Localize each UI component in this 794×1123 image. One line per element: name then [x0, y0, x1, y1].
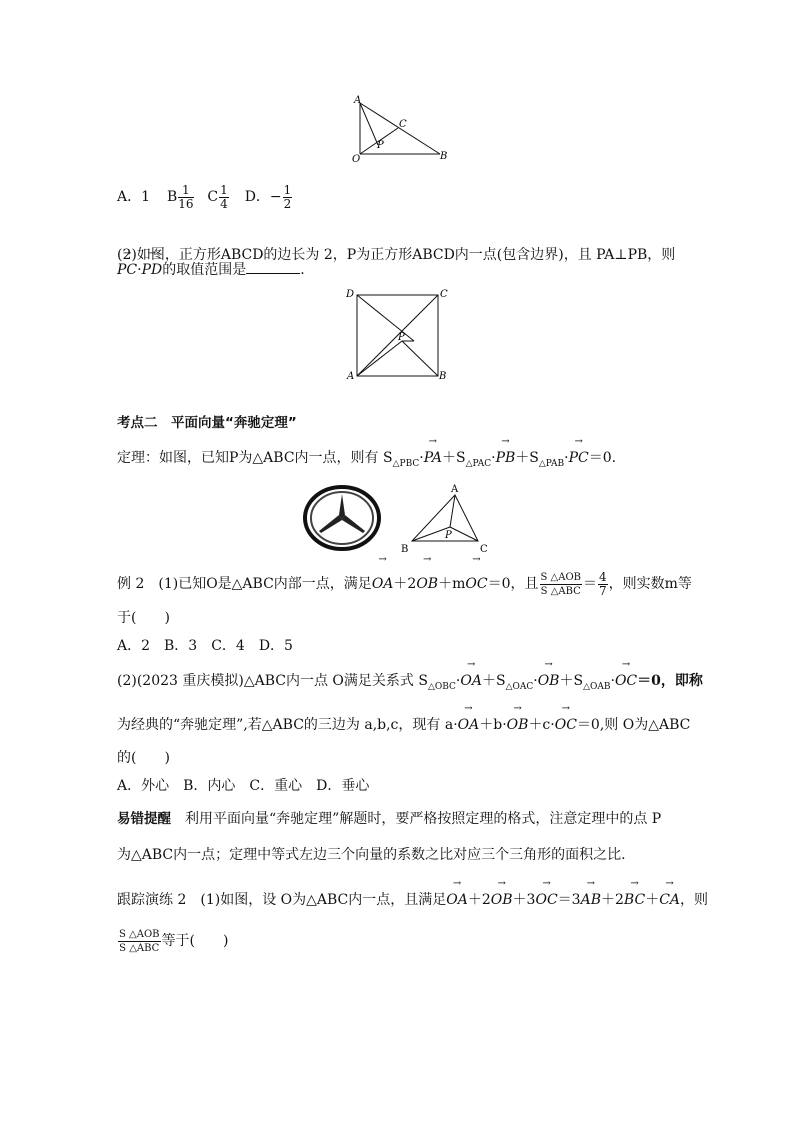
track2-line2: $\frac{\text{S △AOB}}{\text{S △ABC}}$ 等于( ) [119, 928, 229, 954]
vec-pd: → PD [142, 260, 163, 280]
option-c-label: C [207, 189, 219, 205]
q1-options [117, 178, 293, 216]
label-C3: C [480, 544, 488, 555]
option-b-frac: $\frac{1}{16}$ [178, 182, 194, 211]
label-P: P [377, 140, 384, 151]
label-C: C [399, 119, 407, 130]
label-P3: P [445, 530, 452, 541]
option-a: A．1 [117, 189, 151, 205]
tip-label: 易错提醒 [117, 811, 171, 827]
label-A3: A [451, 484, 459, 495]
track2-line1: 跟踪演练 2 (1)如图，设 O为△ABC内一点，且满足→ OA＋2→ OB＋3→ OC＝3→ AB＋2→ BC＋→ CA，则 [117, 890, 708, 910]
label-B3: B [401, 544, 409, 555]
area-ratio-frac: $\frac{\text{S △AOB}}{\text{S △ABC}}$ [540, 571, 581, 597]
track2-frac: $\frac{\text{S △AOB}}{\text{S △ABC}}$ [119, 928, 160, 954]
option-d-frac: $\frac{1}{2}$ [283, 182, 292, 211]
figure-triangle-abc-p [398, 482, 490, 558]
mercedes-logo [302, 484, 382, 552]
label-P2: P [398, 332, 405, 343]
section-title: 考点二 平面向量“奔驰定理” [117, 415, 297, 431]
q2-line1: (2)如图，正方形ABCD的边长为 2，P为正方形ABCD内一点(包含边界)，且 PA⊥PB，则 [117, 247, 676, 263]
label-B2: B [439, 371, 447, 382]
label-A2: A [347, 371, 355, 382]
example2-part2-line3: 的( ) [117, 750, 170, 766]
vec-pc: → PC [117, 260, 137, 280]
label-D: D [346, 289, 355, 300]
example2-part2-line2: 为经典的“奔驰定理”,若△ABC的三边为 a,b,c，现有 a·→ OA＋b·→ OB＋c·→ OC＝0,则 O为△ABC [117, 715, 690, 735]
label-O: O [352, 154, 361, 165]
example2-part1: 例 2 (1)已知O是△ABC内部一点，满足→ OA＋2→ OB＋m→ OC＝0，且 $\frac{\text{S △AOB}}{\text{S △ABC}}$ ＝ $\frac{4}{7}$ ，则实数m等 [117, 566, 692, 602]
figure-triangle-oab [345, 93, 455, 165]
example2-part2-line1: (2)(2023 重庆模拟)△ABC内一点 O满足关系式 $S_{\triangle OBC}\cdot\to OA+S_{\triangle OAC}\cdot\to OB+S_{\triangle OAB}\cdot\to OC=0$，即称 [117, 671, 703, 697]
answer-blank [246, 261, 300, 274]
option-c-frac: $\frac{1}{4}$ [220, 182, 228, 211]
tip-line1: 易错提醒 利用平面向量“奔驰定理”解题时，要严格按照定理的格式，注意定理中的点 P [117, 811, 662, 827]
theorem-line: 定理：如图，已知P为△ABC内一点，则有 $S_{\triangle PBC}\cdot\to PA+S_{\triangle PAC}\cdot\to PB+S_{\triangle PAB}\cdot\to PC=0$. [117, 448, 616, 474]
option-b-label: B [166, 189, 178, 205]
figure-square-abcd [342, 283, 454, 383]
example2-part1-line2: 于( ) [117, 610, 170, 626]
q2-line2: → PC·→ PD的取值范围是 . [117, 256, 305, 280]
option-d-label: D．− [244, 189, 282, 205]
label-B: B [440, 151, 448, 162]
label-A: A [354, 95, 362, 106]
example2-part2-options: A．外心 B．内心 C．重心 D．垂心 [117, 778, 370, 794]
example2-part1-options: A．2 B．3 C．4 D．5 [117, 638, 293, 654]
label-C2: C [440, 289, 448, 300]
tip-line2: 为△ABC内一点；定理中等式左边三个向量的系数之比对应三个三角形的面积之比. [117, 847, 626, 863]
